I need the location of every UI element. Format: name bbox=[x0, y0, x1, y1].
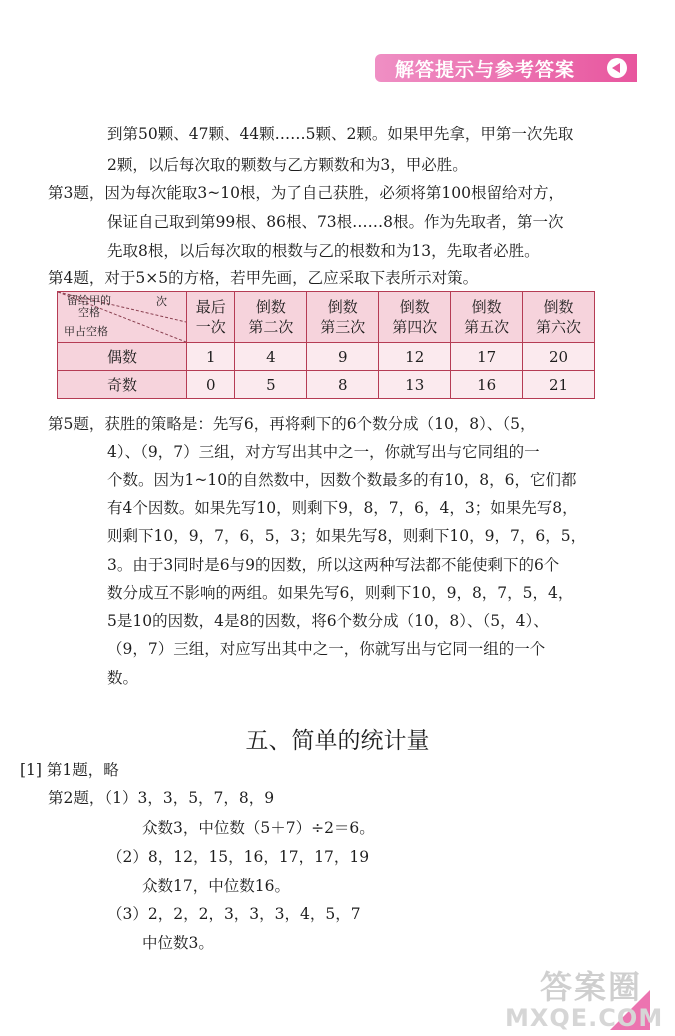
text-line: 4）、（9，7）三组，对方写出其中之一，你就写出与它同组的一 bbox=[107, 443, 540, 461]
table-row bbox=[58, 371, 595, 399]
table-cell: 21 bbox=[523, 371, 595, 399]
table-row bbox=[58, 343, 595, 371]
table-cell: 12 bbox=[379, 343, 451, 371]
table-cell: 1 bbox=[187, 343, 235, 371]
text-line: 众数3，中位数（5＋7）÷2＝6。 bbox=[142, 819, 375, 837]
diag-label-occupied: 甲占空格 bbox=[64, 325, 108, 338]
table-header-row bbox=[58, 292, 595, 343]
section-title: 五、简单的统计量 bbox=[245, 728, 430, 754]
text-line: 第3题，因为每次能取3~10根，为了自己获胜，必须将第100根留给对方， bbox=[48, 184, 565, 202]
table-header-cell: 倒数 第五次 bbox=[451, 292, 523, 343]
text-line: 先取8根，以后每次取的根数与乙的根数和为13，先取者必胜。 bbox=[107, 242, 540, 260]
text-line: 数。 bbox=[107, 669, 139, 687]
text-line: 保证自己取到第99根、86根、73根……8根。作为先取者，第一次 bbox=[107, 213, 564, 231]
text-line: （9，7）三组，对应写出其中之一，你就写出与它同一组的一个 bbox=[107, 640, 546, 658]
table-cell: 4 bbox=[235, 343, 307, 371]
text-line: 数分成互不影响的两组。如果先写6，则剩下10，9，8，7，5，4， bbox=[107, 584, 574, 602]
text-line: 第2题，（1）3，3，5，7，8，9 bbox=[48, 789, 275, 807]
table-header-cell: 倒数 第二次 bbox=[235, 292, 307, 343]
diagonal-header-cell bbox=[58, 292, 187, 343]
table-cell: 17 bbox=[451, 343, 523, 371]
text-line: 有4个因数。如果先写10，则剩下9，8，7，6，4，3；如果先写8， bbox=[107, 499, 578, 517]
text-line: 2颗，以后每次取的颗数与乙方颗数和为3，甲必胜。 bbox=[107, 156, 468, 174]
strategy-table bbox=[57, 291, 595, 399]
text-line: 第4题，对于5×5的方格，若甲先画，乙应采取下表所示对策。 bbox=[48, 269, 479, 287]
table-cell: 5 bbox=[235, 371, 307, 399]
table-header-cell: 倒数 第三次 bbox=[307, 292, 379, 343]
table-header-cell: 倒数 第六次 bbox=[523, 292, 595, 343]
watermark-logo: 答案圈 bbox=[540, 968, 643, 1006]
text-line: （3）2，2，2，3，3，3，4，5，7 bbox=[107, 905, 361, 923]
text-line: [1] 第1题，略 bbox=[20, 761, 119, 779]
watermark-url: MXQE.COM bbox=[505, 1004, 664, 1032]
text-line: 个数。因为1~10的自然数中，因数个数最多的有10，8，6，它们都 bbox=[107, 471, 577, 489]
diag-label-left: 留给甲的空格 bbox=[67, 294, 111, 319]
header-title: 解答提示与参考答案 bbox=[395, 59, 576, 81]
text-line: （2）8，12，15，16，17，17，19 bbox=[107, 848, 370, 866]
back-arrow-icon[interactable] bbox=[607, 58, 627, 78]
text-line: 中位数3。 bbox=[142, 934, 214, 952]
text-line: 到第50颗、47颗、44颗……5颗、2颗。如果甲先拿，甲第一次先取 bbox=[107, 125, 574, 143]
row-label: 偶数 bbox=[58, 343, 187, 371]
row-label: 奇数 bbox=[58, 371, 187, 399]
text-line: 3。由于3同时是6与9的因数，所以这两种写法都不能使剩下的6个 bbox=[107, 556, 560, 574]
table-cell: 16 bbox=[451, 371, 523, 399]
text-line: 则剩下10，9，7，6，5，3；如果先写8，则剩下10，9，7，6，5， bbox=[107, 527, 587, 545]
table-header-cell: 倒数 第四次 bbox=[379, 292, 451, 343]
table-cell: 0 bbox=[187, 371, 235, 399]
table-cell: 8 bbox=[307, 371, 379, 399]
table-cell: 9 bbox=[307, 343, 379, 371]
table-header-cell: 最后 一次 bbox=[187, 292, 235, 343]
diag-label-times: 次 bbox=[156, 295, 167, 308]
text-line: 5是10的因数，4是8的因数，将6个数分成（10，8）、（5，4）、 bbox=[107, 612, 549, 630]
text-line: 众数17，中位数16。 bbox=[142, 877, 290, 895]
table-cell: 13 bbox=[379, 371, 451, 399]
table-cell: 20 bbox=[523, 343, 595, 371]
text-line: 第5题，获胜的策略是：先写6，再将剩下的6个数分成（10，8）、（5， bbox=[48, 415, 536, 433]
